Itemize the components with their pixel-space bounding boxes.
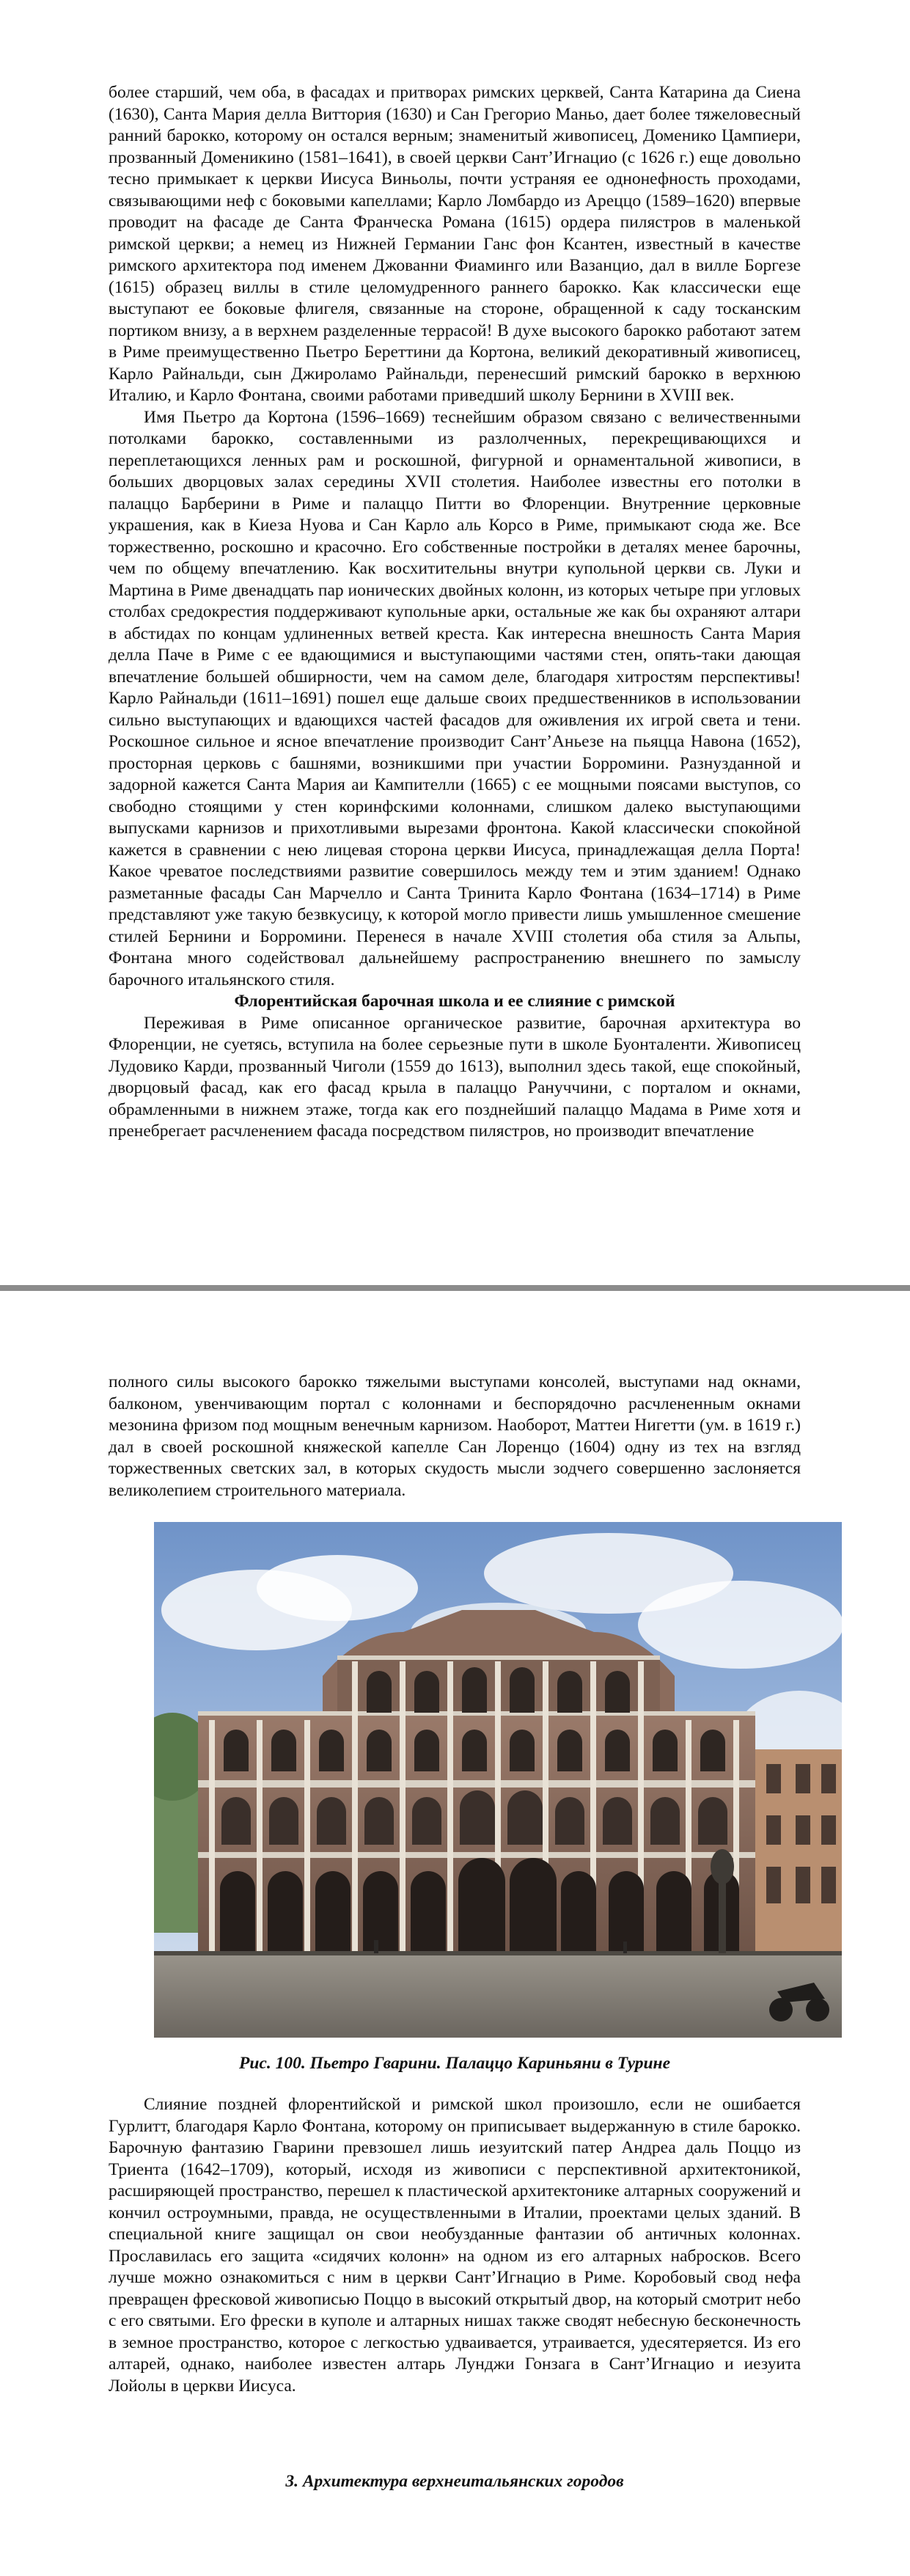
- paragraph-continuation-page-2: полного силы высокого барокко тяжелыми выступами консолей, выступами над окнами, балконом, увенчивающим портал с колоннами и беспорядочно расчлененным окнами мезонина фризом под мощным венечным карнизом. Наоборот, Маттеи Нигетти (ум. в 1619 г.) дал в своей роскошной княжеской капелле Сан Лоренцо (1604) одну из тех на взгляд торжественных светских зал, в которых скудость мысли зодчего совершенно заслоняется великолепием строительного материала.: [109, 1372, 801, 1500]
- paragraph-guarini-pozzo: Слияние поздней флорентийской и римской школ произошло, если не ошибается Гурлитт, благодаря Карло Фонтана, которому он приписывает выдержанную в стиле барокко. Барочную фантазию Гварини превзошел лишь иезуитский патер Андреа даль Поццо из Триента (1642–1709), который, исходя из живописи с перспективной архитектоникой, расширяющей пространство, перешел к пластической архитектонике алтарных сооружений и кончил остроумными, правда, не осуществленными в Италии, проектами целых зданий. В специальной книге защищал он свои необузданные фантазии об античных колоннах. Прославилась его защита «сидячих колонн» на одном из его алтарных набросков. Всего лучше можно ознакомиться с ним в церкви Сант’Игнацио в Риме. Коробовый свод нефа превращен фресковой живописью Поццо в высокий открытый двор, на который смотрит небо с его святыми. Его фрески в куполе и алтарных нишах также сводят небесную бесконечность в земное пространство, которое с легкостью удваивается, утраивается, удесятеряется. Из его алтарей, однако, наиболее известен алтарь Лунджи Гонзага в Сант’Игнацио и иезуита Лойолы в церкви Иисуса.: [109, 2095, 801, 2396]
- document-page-1: [0, 0, 910, 1285]
- page-2-lower-text: [109, 2094, 801, 2397]
- figure-caption: Рис. 100. Пьетро Гварини. Палаццо Кариньяни в Турине: [238, 2054, 671, 2073]
- palazzo-carignano-illustration: [154, 1522, 842, 2038]
- paragraph-florence: Переживая в Риме описанное органическое развитие, барочная архитектура во Флоренции, не суетясь, вступила на более серьезные пути в школе Буонталенти. Живописец Лудовико Карди, прозванный Чиголи (1559 до 1613), выполнил здесь такой, еще спокойный, дворцовый фасад, как его фасад крыла в палаццо Рануччини, с порталом и окнами, обрамленными в нижнем этаже, тогда как его позднейший палаццо Мадама в Риме хотя и пренебрегает расчленением фасада посредством пилястров, но производит впечатление: [109, 1013, 801, 1141]
- paragraph-pietro-da-cortona: Имя Пьетро да Кортона (1596–1669) теснейшим образом связано с величественными потолками барокко, составленными из разлолченных, перекрещивающихся и переплетающихся ленных рам и роскошной, фигурной и орнаментальной живописи, в больших дворцовых залах середины XVII столетия. Наиболее известны его потолки в палаццо Барберини в Риме и палаццо Питти во Флоренции. Внутренние церковные украшения, как в Киеза Нуова и Сан Карло аль Корсо в Риме, примыкают сюда же. Все торжественно, роскошно и красочно. Его собственные постройки в деталях менее барочны, чем по общему впечатлению. Как восхитительны внутри купольной церкви св. Луки и Мартина в Риме двенадцать пар ионических двойных колонн, из которых четыре при угловых столбах средокрестия поддерживают купольные арки, остальные же как бы охраняют алтари в абстидах по концам удлиненных ветвей креста. Как интересна внешность Санта Мария делла Паче в Риме с ее вдающимися и выступающими частями стен, опять-таки дающая впечатление большей обширности, чем на самом деле, благодаря хитростям перспективы! Карло Райнальди (1611–1691) пошел еще дальше своих предшественников в использовании сильно выступающих и вдающихся частей фасадов для оживления их игрой света и тени. Роскошное сильное и ясное впечатление производит Сант’Аньезе на пьяцца Навона (1652), просторная церковь с башнями, возникшими при участии Борромини. Разнузданной и задорной кажется Санта Мария аи Кампителли (1665) с ее мощными поясами выступов, со свободно стоящими у стен коринфскими колоннами, слишком далеко выступающими выпусками карнизов и прихотливыми вырезами фронтона. Какой классически спокойной кажется в сравнении с нею лицевая сторона церкви Иисуса, принадлежащая делла Порта! Какое чреватое последствиями развитие совершилось между тем и этим зданием! Однако разметанные фасады Сан Марчелло и Санта Тринита Карло Фонтана (1634–1714) в Риме представляют уже такую безвкусицу, к которой могло привести лишь умышленное смешение стилей Бернини и Борромини. Перенеся в начале XVIII столетия оба стиля за Альпы, Фонтана много содействовал дальнейшему распространению внешнего по замыслу барочного итальянского стиля.: [109, 407, 801, 989]
- figure-palazzo-carignano-photo: [154, 1522, 842, 2038]
- page-2-continuation-text: [109, 1372, 801, 1501]
- section-heading-florentine-school: Флорентийская барочная школа и ее слияние с римской: [234, 992, 675, 1011]
- page-separator: [0, 1285, 910, 1291]
- chapter-heading-upper-italian-cities: 3. Архитектура верхнеитальянских городов: [285, 2472, 624, 2491]
- paragraph-continuation: более старший, чем оба, в фасадах и притворах римских церквей, Санта Катарина да Сиена (1630), Санта Мария делла Виттория (1630) и Сан Грегорио Маньо, дает более тяжеловесный ранний барокко, которому он остался верным; знаменитый живописец, Доменико Цампиери, прозванный Доменикино (1581–1641), в своей церкви Сант’Игнацио (с 1626 г.) еще довольно тесно примыкает к церкви Иисуса Виньолы, почти устраняя ее однонефность проходами, связывающими неф с боковыми капеллами; Карло Ломбардо из Ареццо (1589–1620) впервые проводит на фасаде де Санта Франческа Романа (1615) ордера пилястров в маленькой римской церкви; а немец из Нижней Германии Ганс фон Ксантен, известный в качестве римского архитектора под именем Джованни Фиаминго или Вазанцио, дал в вилле Боргезе (1615) образец виллы в стиле целомудренного раннего барокко. Как классически еще выступают ее боковые флигеля, связанные на стороне, обращенной к саду тосканским портиком внизу, а в верхнем разделенные террасой! В духе высокого барокко работают затем в Риме преимущественно Пьетро Береттини да Кортона, великий декоративный живописец, Карло Райнальди, сын Джироламо Райнальди, перенесший римский барокко в верхнюю Италию, и Карло Фонтана, своими работами приведший школу Бернини в XVIII век.: [109, 83, 801, 405]
- page-1-text: [109, 82, 801, 1143]
